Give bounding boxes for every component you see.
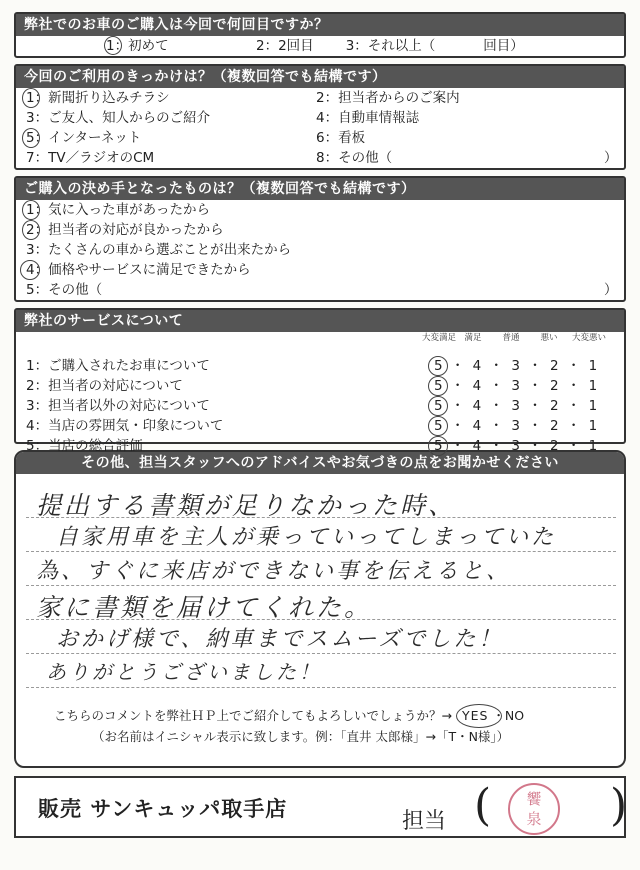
scale-head-4: 満足 — [464, 333, 482, 343]
trigger-option-5[interactable]: 5：インターネット — [26, 128, 141, 148]
trigger-option-3[interactable]: 3：ご友人、知人からのご紹介 — [26, 110, 211, 126]
purchase-count-option-2[interactable]: 2：2回目 — [256, 38, 314, 54]
scale-head-1: 大変悪い — [572, 333, 607, 343]
comment-handwriting-area — [16, 474, 624, 704]
survey-sheet — [14, 12, 626, 838]
trigger-header: 今回のご利用のきっかけは？（複数回答でも結構です） — [16, 66, 624, 88]
trigger-option-7[interactable]: 7：TV／ラジオのCM — [26, 150, 155, 166]
decision-option-2[interactable]: 2：担当者の対応が良かったから — [26, 220, 224, 240]
decision-section — [14, 176, 626, 302]
service-rating-1[interactable]: 5 ・ 4 ・ 3 ・ 2 ・ 1 — [434, 356, 599, 376]
trigger-option-2[interactable]: 2：担当者からのご案内 — [316, 90, 460, 106]
purchase-count-option-3-suffix: 回目） — [483, 38, 524, 54]
comment-header: その他、担当スタッフへのアドバイスやお気づきの点をお聞かせください — [16, 452, 624, 474]
decision-option-3[interactable]: 3：たくさんの車から選ぶことが出来たから — [26, 242, 292, 258]
purchase-count-option-3[interactable]: 3：それ以上（ — [345, 38, 436, 54]
service-rating-2[interactable]: 5 ・ 4 ・ 3 ・ 2 ・ 1 — [434, 376, 599, 396]
trigger-other-close: ） — [604, 150, 618, 166]
service-item-3: 3：担当者以外の対応について — [26, 398, 210, 414]
service-rating-5[interactable]: 5 ・ 4 ・ 3 ・ 2 ・ 1 — [434, 436, 599, 456]
comment-line-4: 家に書類を届けてくれた。 — [36, 593, 373, 622]
comment-line-6: ありがとうございました！ — [46, 660, 322, 684]
service-header: 弊社のサービスについて — [16, 310, 624, 332]
service-section — [14, 308, 626, 454]
publish-consent-note: （お名前はイニシャル表示に致します。例：「直井 太郎様」→「T・N様」） — [92, 729, 510, 744]
purchase-count-option-1[interactable]: 1：初めて — [106, 38, 169, 54]
decision-header: ご購入の決め手となったものは？（複数回答でも結構です） — [16, 178, 624, 200]
comment-section — [14, 450, 626, 768]
trigger-option-1[interactable]: 1：新聞折り込みチラシ — [26, 88, 170, 108]
comment-line-3: 為、すぐに来店ができない事を伝えると、 — [36, 559, 512, 584]
purchase-count-header: 弊社でのお車のご購入は今回で何回目ですか？ — [16, 14, 624, 36]
scale-head-2: 悪い — [540, 333, 558, 343]
service-item-4: 4：当店の雰囲気・印象について — [26, 418, 224, 434]
staff-seal-stamp: 饗 泉 — [508, 783, 560, 835]
publish-consent-question: こちらのコメントを弊社ＨＰ上でご紹介してもよろしいでしょうか？→ — [54, 708, 452, 723]
trigger-option-8[interactable]: 8：その他（ — [316, 150, 393, 166]
purchase-count-section — [14, 12, 626, 58]
decision-option-1[interactable]: 1：気に入った車があったから — [26, 200, 210, 220]
service-item-1: 1：ご購入されたお車について — [26, 358, 210, 374]
shop-name: 販売 サンキュッパ取手店 — [38, 797, 288, 821]
trigger-option-6[interactable]: 6：看板 — [316, 130, 366, 146]
comment-line-1: 提出する書類が足りなかった時、 — [36, 491, 457, 520]
service-item-5: 5：当店の総合評価 — [26, 438, 143, 454]
service-rating-3[interactable]: 5 ・ 4 ・ 3 ・ 2 ・ 1 — [434, 396, 599, 416]
staff-label: 担当 — [402, 809, 447, 834]
trigger-section — [14, 64, 626, 170]
shop-footer — [14, 776, 626, 838]
staff-paren-right: ) — [610, 780, 628, 831]
comment-line-2: 自家用車を主人が乗っていってしまっていた — [56, 525, 557, 550]
scale-head-3: 普通 — [502, 333, 520, 343]
scale-head-5: 大変満足 — [422, 333, 457, 343]
service-rating-4[interactable]: 5 ・ 4 ・ 3 ・ 2 ・ 1 — [434, 416, 599, 436]
decision-option-5[interactable]: 5：その他（ — [26, 282, 103, 298]
consent-no[interactable]: ・NO — [492, 708, 525, 723]
consent-yes[interactable]: YES — [462, 704, 488, 728]
trigger-option-4[interactable]: 4：自動車情報誌 — [316, 110, 420, 126]
decision-other-close: ） — [604, 282, 618, 298]
staff-paren-left: ( — [474, 780, 492, 831]
decision-option-4[interactable]: 4：価格やサービスに満足できたから — [26, 260, 251, 280]
comment-line-5: おかげ様で、納車までスムーズでした！ — [56, 627, 504, 652]
service-item-2: 2：担当者の対応について — [26, 378, 183, 394]
